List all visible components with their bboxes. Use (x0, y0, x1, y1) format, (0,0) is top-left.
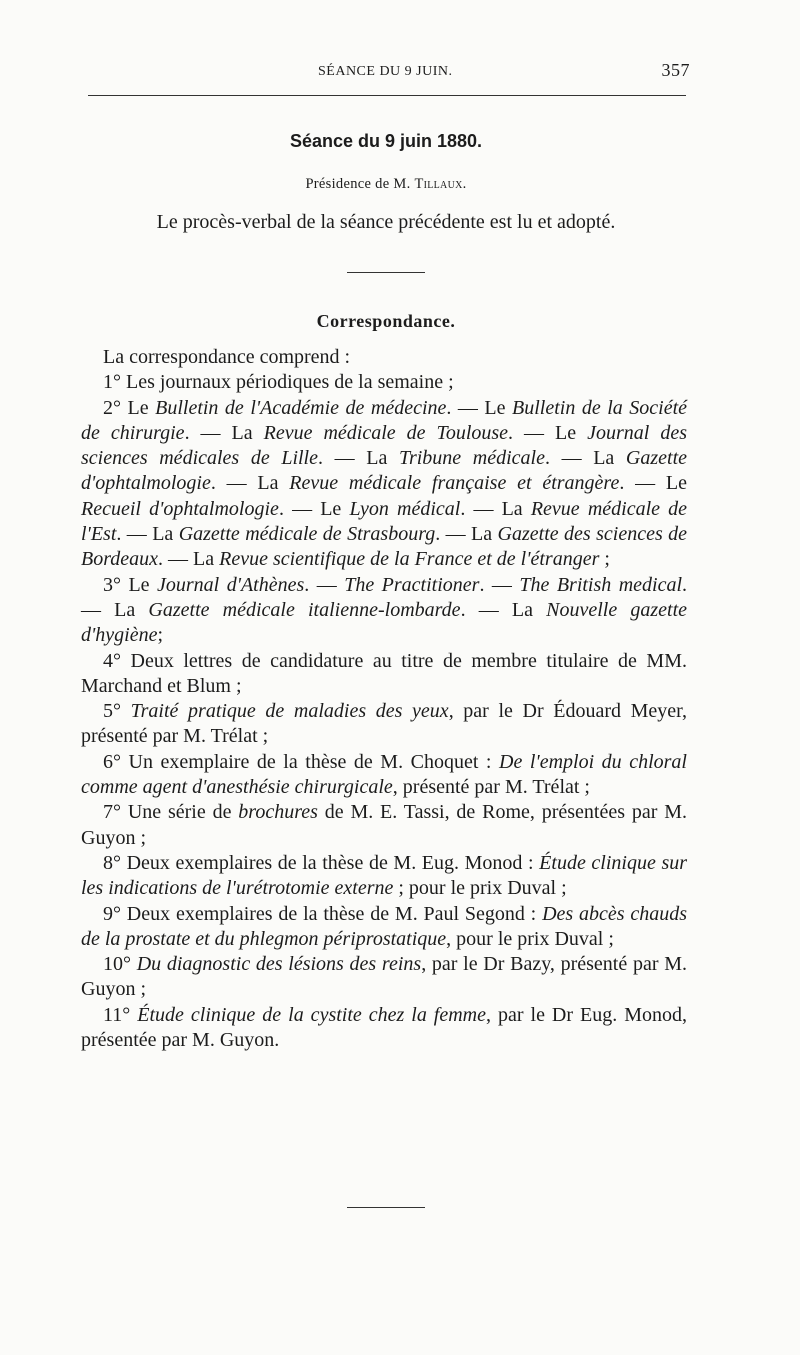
item-title: The Practitioner (344, 573, 480, 596)
correspondence-item (81, 573, 687, 649)
item-text: 11° (103, 1003, 138, 1026)
item-title: Revue médicale de l'Est (81, 497, 688, 546)
item-title: Revue médicale française et étrangère (289, 472, 620, 495)
item-text: . — La (116, 523, 179, 546)
item-text: ; (599, 548, 610, 571)
item-text: . — La (318, 447, 399, 470)
running-head (0, 60, 800, 84)
presidence-line (80, 176, 692, 193)
item-text: 3° Le (103, 573, 158, 596)
item-title: De l'emploi du chloral comme agent d'anesthésie chirurgicale (81, 750, 687, 799)
item-title: Journal d'Athènes (157, 573, 305, 596)
item-title: Bulletin de l'Académie de médecine (155, 396, 447, 419)
item-title: Recueil d'ophtalmologie (81, 497, 279, 520)
correspondence-item (81, 396, 687, 573)
correspondence-item (81, 649, 687, 700)
item-title: Des abcès chauds de la prostate et du phlegmon périprostatique (81, 902, 687, 950)
item-text: . — Le (278, 497, 350, 520)
item-text: 1° Les journaux périodiques de la semaine ; (103, 371, 454, 394)
item-text: . — La (460, 598, 547, 621)
correspondence-item (81, 851, 687, 902)
item-title: Du diagnostic des lésions des reins (136, 953, 422, 976)
page-number: 357 (661, 60, 690, 80)
correspondence-item (81, 370, 687, 395)
item-text: 7° Une série de (103, 801, 239, 824)
item-text: . — Le (508, 421, 588, 444)
item-title: Étude clinique de la cystite chez la femme (137, 1003, 487, 1026)
section-title: Correspondance. (316, 311, 456, 331)
correspondence-item (81, 750, 687, 801)
item-title: Revue médicale de Toulouse (263, 421, 509, 444)
section-divider (347, 272, 425, 273)
correspondence-item (81, 952, 687, 1003)
item-text: de M. E. Tassi, de Rome, présentées par M. Guyon ; (81, 801, 687, 849)
correspondence-item (81, 902, 687, 953)
item-text: . — La (158, 548, 220, 571)
seance-title: Séance du 9 juin 1880. (289, 131, 483, 151)
item-text: . — (304, 573, 345, 596)
president-name: Tillaux (414, 176, 463, 192)
item-title: Lyon médical (349, 497, 461, 520)
item-text: 8° Deux exemplaires de la thèse de M. Eug. Monod : (103, 851, 540, 874)
presidence-prefix: Présidence de M. (305, 176, 415, 192)
item-text: , pour le prix Duval ; (446, 927, 614, 950)
item-text: . — Le (446, 396, 512, 419)
item-text: , par le Dr Bazy, présenté par M. Guyon ; (81, 953, 687, 1001)
correspondence-body (81, 345, 687, 1053)
item-title: Gazette d'ophtalmologie (81, 447, 688, 495)
item-text: ; (157, 624, 164, 647)
item-text: , présenté par M. Trélat ; (392, 776, 590, 799)
presidence-suffix: . (462, 176, 467, 192)
item-text: . — La (544, 447, 626, 470)
item-text: 4° Deux lettres de candidature au titre de membre titulaire de MM. Marchand et Blum ; (81, 649, 687, 697)
item-title: Gazette des sciences de Bordeaux (81, 523, 688, 571)
item-title: Revue scientifique de la France et de l'étranger (219, 548, 600, 571)
header-rule (88, 95, 686, 96)
item-text: 5° (103, 700, 131, 723)
correspondence-item (81, 800, 687, 851)
item-title: Étude clinique sur les indications de l'urétrotomie externe (81, 851, 688, 900)
running-title: SÉANCE DU 9 JUIN. (318, 64, 453, 79)
item-title: The British medical (519, 573, 683, 596)
item-title: Gazette médicale de Strasbourg (178, 523, 436, 546)
item-title: Nouvelle gazette d'hygiène (81, 598, 688, 647)
end-divider (347, 1207, 425, 1208)
correspondence-list (81, 370, 687, 1053)
item-text: 9° Deux exemplaires de la thèse de M. Paul Segond : (103, 902, 543, 925)
proces-verbal-line: Le procès-verbal de la séance précédente est lu et adopté. (156, 211, 616, 233)
item-text: . — (479, 573, 520, 596)
item-text: . — La (184, 421, 264, 444)
item-title: Journal des sciences médicales de Lille (81, 421, 687, 470)
item-text: . — La (210, 472, 290, 495)
correspondence-item (81, 699, 687, 750)
item-title: Traité pratique de maladies des yeux (130, 700, 449, 723)
item-title: Bulletin de la Société de chirurgie (81, 396, 688, 444)
item-text: 6° Un exemplaire de la thèse de M. Choquet : (103, 750, 500, 773)
item-text: , par le Dr Eug. Monod, présentée par M. Guyon. (81, 1003, 687, 1052)
item-text: ; pour le prix Duval ; (393, 877, 567, 900)
correspondence-item (81, 1003, 687, 1054)
item-text: . — La (81, 573, 688, 621)
item-text: . — La (460, 497, 531, 520)
intro-paragraph: La correspondance comprend : (103, 346, 351, 368)
item-title: Gazette médicale italienne-lombarde (148, 598, 461, 621)
item-title: brochures (238, 801, 318, 824)
item-text: . — La (435, 523, 498, 546)
item-title: Tribune médicale (398, 447, 545, 470)
item-text: 2° Le (103, 396, 156, 419)
item-text: 10° (103, 953, 137, 976)
item-text: , par le Dr Édouard Meyer, présenté par M. Trélat ; (81, 700, 688, 748)
item-text: . — Le (619, 472, 688, 495)
